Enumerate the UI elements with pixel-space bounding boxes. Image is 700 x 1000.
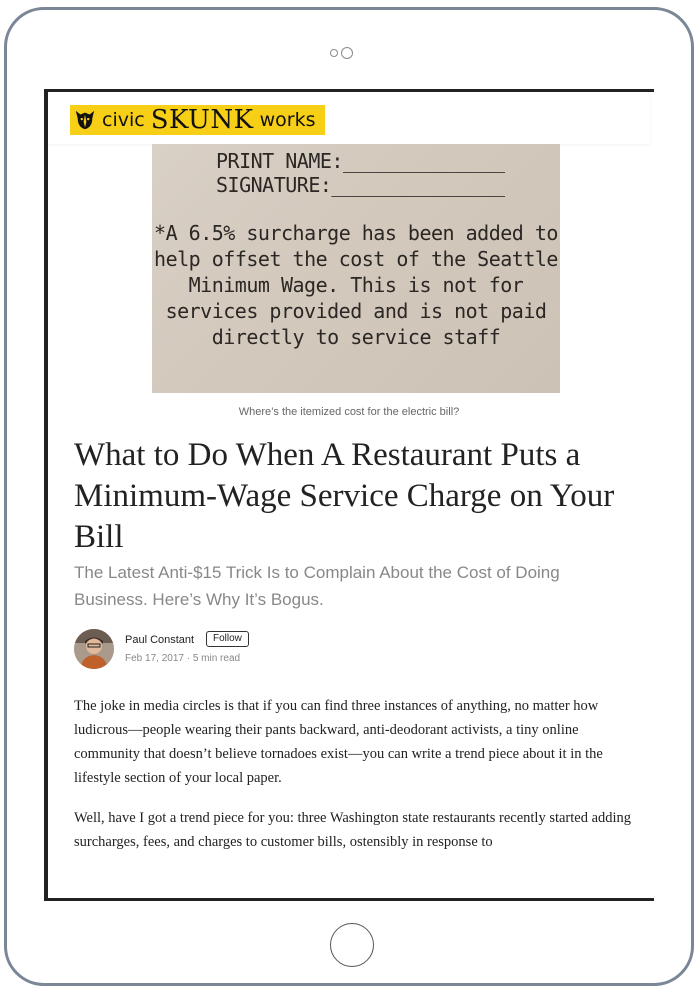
article-title: What to Do When A Restaurant Puts a Minimum-Wage Service Charge on Your Bill — [74, 437, 615, 555]
author-avatar[interactable] — [74, 629, 114, 669]
front-camera — [330, 47, 353, 59]
author-name[interactable]: Paul Constant — [125, 634, 195, 646]
skunk-icon — [74, 109, 96, 131]
follow-button[interactable]: Follow — [206, 631, 249, 647]
image-caption: Where’s the itemized cost for the electric bill? — [238, 406, 460, 418]
receipt-text-line: Minimum Wage. This is not for — [188, 273, 524, 297]
sensor-dot — [330, 49, 338, 57]
receipt-print-name: PRINT NAME:______________ — [216, 149, 505, 173]
receipt-signature: SIGNATURE:_______________ — [216, 173, 505, 197]
hero-image-receipt — [152, 144, 560, 393]
logo-skunk: SKUNK — [150, 105, 254, 135]
site-logo[interactable] — [70, 105, 325, 135]
receipt-text-line: *A 6.5% surcharge has been added to — [154, 221, 558, 245]
article-paragraph: Well, have I got a trend piece for you: three Washington state restaurants recently started adding surcharges, fees, and charges to customer bills, ostensibly in response to — [74, 810, 632, 850]
site-header — [48, 92, 650, 144]
screen — [44, 89, 654, 901]
logo-civic: civic — [102, 109, 145, 131]
logo-works: works — [259, 109, 316, 131]
receipt-text-line: directly to service staff — [211, 325, 501, 349]
receipt-text-line: services provided and is not paid — [165, 299, 547, 323]
home-button[interactable] — [330, 923, 374, 967]
avatar-photo — [74, 629, 114, 669]
article-meta: Feb 17, 2017 · 5 min read — [125, 653, 241, 664]
article-paragraph: The joke in media circles is that if you can find three instances of anything, no matter how ludicrous—people wearing their pants backward, anti-deodorant activists, a tiny online community that doesn’t believe tornadoes exist—you can write a trend piece about it in the lifestyle section of your local paper. — [74, 698, 603, 786]
receipt-text-line: help offset the cost of the Seattle — [154, 247, 558, 271]
article-subtitle: The Latest Anti-$15 Trick Is to Complain About the Cost of Doing Business. Here’s Why It’s Bogus. — [74, 563, 560, 609]
author-block — [74, 629, 474, 671]
camera-lens — [341, 47, 353, 59]
